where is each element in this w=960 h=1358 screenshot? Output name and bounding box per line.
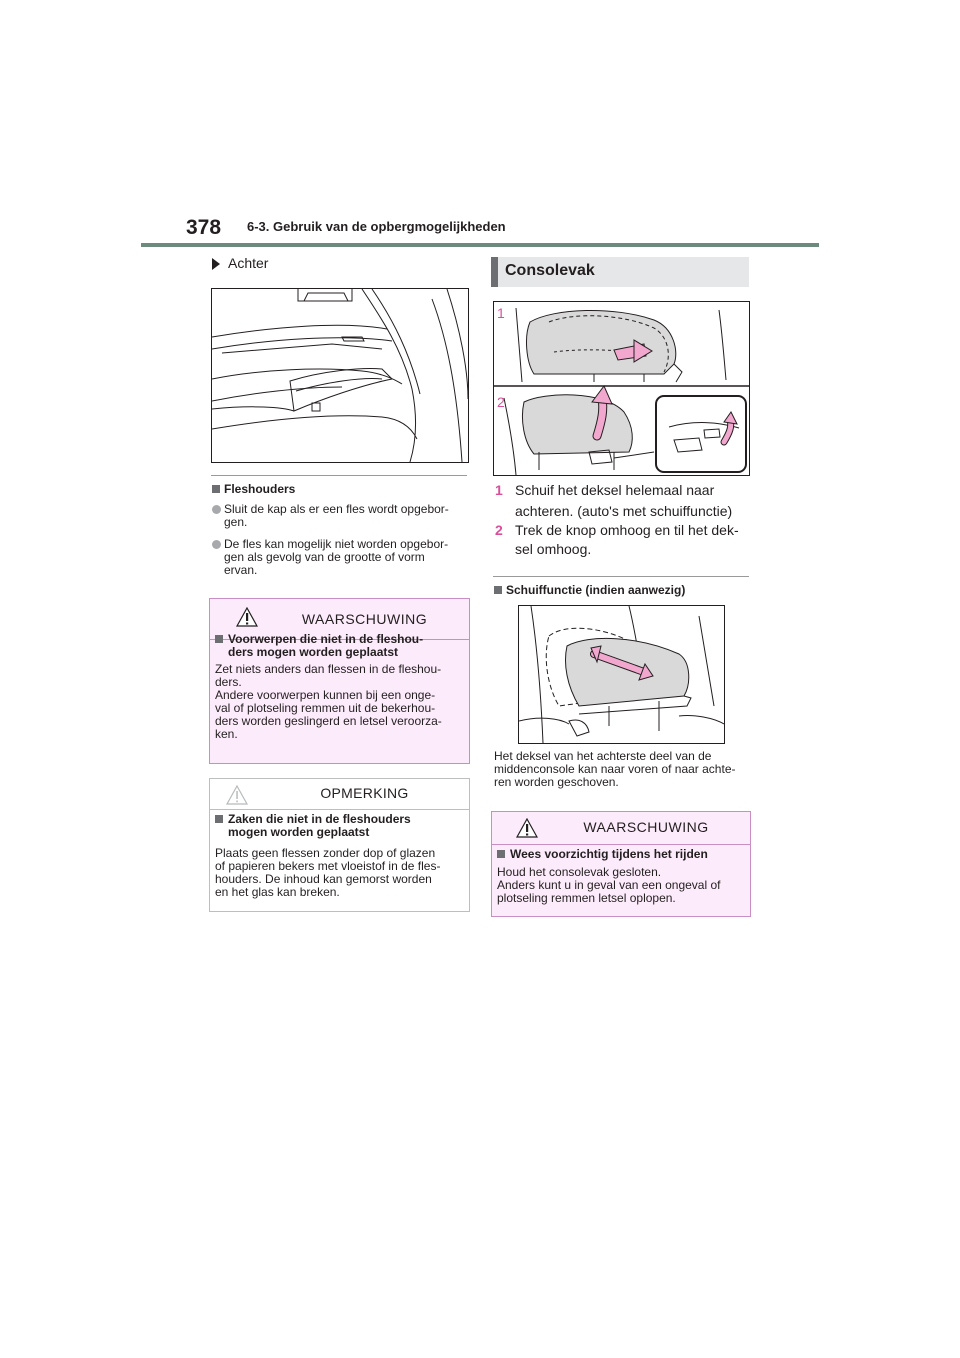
subtitle-line: Voorwerpen die niet in de fleshou- — [228, 632, 424, 646]
body-line: Houd het consolevak gesloten. — [497, 865, 662, 879]
notice-box — [209, 778, 470, 912]
body-line: Andere voorwerpen kunnen bij een onge- — [215, 688, 436, 702]
body-line: ders. — [215, 675, 242, 689]
schuiffunctie-heading — [494, 583, 685, 597]
square-bullet-icon — [212, 485, 220, 493]
page-number: 378 — [186, 216, 222, 239]
schuiffunctie-title: Schuiffunctie (indien aanwezig) — [506, 583, 686, 597]
bullet-line: gen als gevolg van de grootte of vorm — [224, 550, 425, 564]
body-line: ren worden geschoven. — [494, 775, 619, 789]
warning-box — [491, 811, 751, 917]
achter-label: Achter — [228, 255, 269, 271]
warning-label: WAARSCHUWING — [301, 611, 428, 627]
warning-body — [215, 663, 467, 741]
bullet-line: Sluit de kap als er een fles wordt opgebor- — [224, 502, 449, 516]
subtitle-line: ders mogen worden geplaatst — [228, 645, 399, 659]
caution-triangle-icon — [226, 785, 248, 805]
circle-bullet-icon — [212, 540, 221, 549]
triangle-bullet-icon — [212, 258, 220, 270]
console-box-illustration — [493, 301, 750, 476]
warning-subtitle — [497, 848, 747, 861]
step-line: Trek de knop omhoog en til het dek- — [515, 522, 739, 538]
body-line: Het deksel van het achterste deel van de — [494, 749, 712, 763]
consolevak-title: Consolevak — [505, 262, 595, 279]
notice-label: OPMERKING — [320, 785, 409, 801]
subtitle-line: Zaken die niet in de fleshouders — [228, 812, 411, 826]
notice-body — [215, 847, 467, 899]
fleshouders-title: Fleshouders — [224, 482, 296, 496]
bullet-line: De fles kan mogelijk niet worden opgebor- — [224, 537, 449, 551]
step-line: Schuif het deksel helemaal naar — [515, 482, 715, 498]
step-1 — [495, 481, 755, 521]
square-bullet-icon — [215, 815, 223, 823]
divider — [211, 475, 467, 476]
body-line: middenconsole kan naar voren of naar achte- — [494, 762, 736, 776]
body-line: ders worden geslingerd en letsel veroorza- — [215, 714, 442, 728]
step-2 — [495, 521, 755, 561]
subtitle-line: Wees voorzichtig tijdens het rijden — [510, 847, 708, 861]
body-line: houders. De inhoud kan gemorst worden — [215, 872, 432, 886]
list-item — [212, 503, 468, 531]
body-line: of papieren bekers met vloeistof in de fles- — [215, 859, 441, 873]
subtitle-line: mogen worden geplaatst — [228, 825, 370, 839]
list-item — [212, 538, 468, 580]
heading-bar — [491, 257, 498, 287]
notice-subtitle — [215, 813, 465, 839]
warning-triangle-icon — [516, 818, 538, 838]
body-line: ken. — [215, 727, 238, 741]
schuiffunctie-body — [494, 750, 754, 789]
body-line: val of plotseling remmen uit de bekerhou- — [215, 701, 436, 715]
warning-label: WAARSCHUWING — [583, 819, 709, 835]
body-line: Zet niets anders dan flessen in de fleshou- — [215, 662, 442, 676]
square-bullet-icon — [497, 850, 505, 858]
rear-door-bottle-holder-illustration — [211, 288, 469, 463]
divider — [493, 576, 749, 577]
section-title: 6-3. Gebruik van de opbergmogelijkheden — [247, 219, 506, 234]
body-line: Plaats geen flessen zonder dop of glazen — [215, 846, 436, 860]
body-line: en het glas kan breken. — [215, 885, 340, 899]
bullet-line: ervan. — [224, 563, 258, 577]
square-bullet-icon — [215, 635, 223, 643]
warning-subtitle — [215, 633, 465, 659]
step-line: sel omhoog. — [515, 541, 592, 557]
square-bullet-icon — [494, 586, 502, 594]
figure-label-2: 2 — [497, 394, 505, 410]
fleshouders-heading — [212, 482, 295, 496]
body-line: Anders kunt u in geval van een ongeval of — [497, 878, 721, 892]
bullet-line: gen. — [224, 515, 248, 529]
warning-triangle-icon — [236, 607, 258, 627]
step-number: 2 — [495, 522, 503, 538]
step-number: 1 — [495, 482, 503, 498]
consolevak-heading — [491, 257, 749, 287]
warning-box — [209, 598, 470, 764]
figure-label-1: 1 — [497, 305, 505, 321]
header-rule — [141, 243, 819, 247]
body-line: plotseling remmen letsel oplopen. — [497, 891, 676, 905]
notice-header — [210, 779, 469, 810]
warning-body — [497, 866, 747, 905]
sliding-lid-illustration — [518, 605, 725, 744]
step-line: achteren. (auto's met schuiffunctie) — [515, 503, 733, 519]
warning-header — [492, 812, 750, 845]
circle-bullet-icon — [212, 505, 221, 514]
